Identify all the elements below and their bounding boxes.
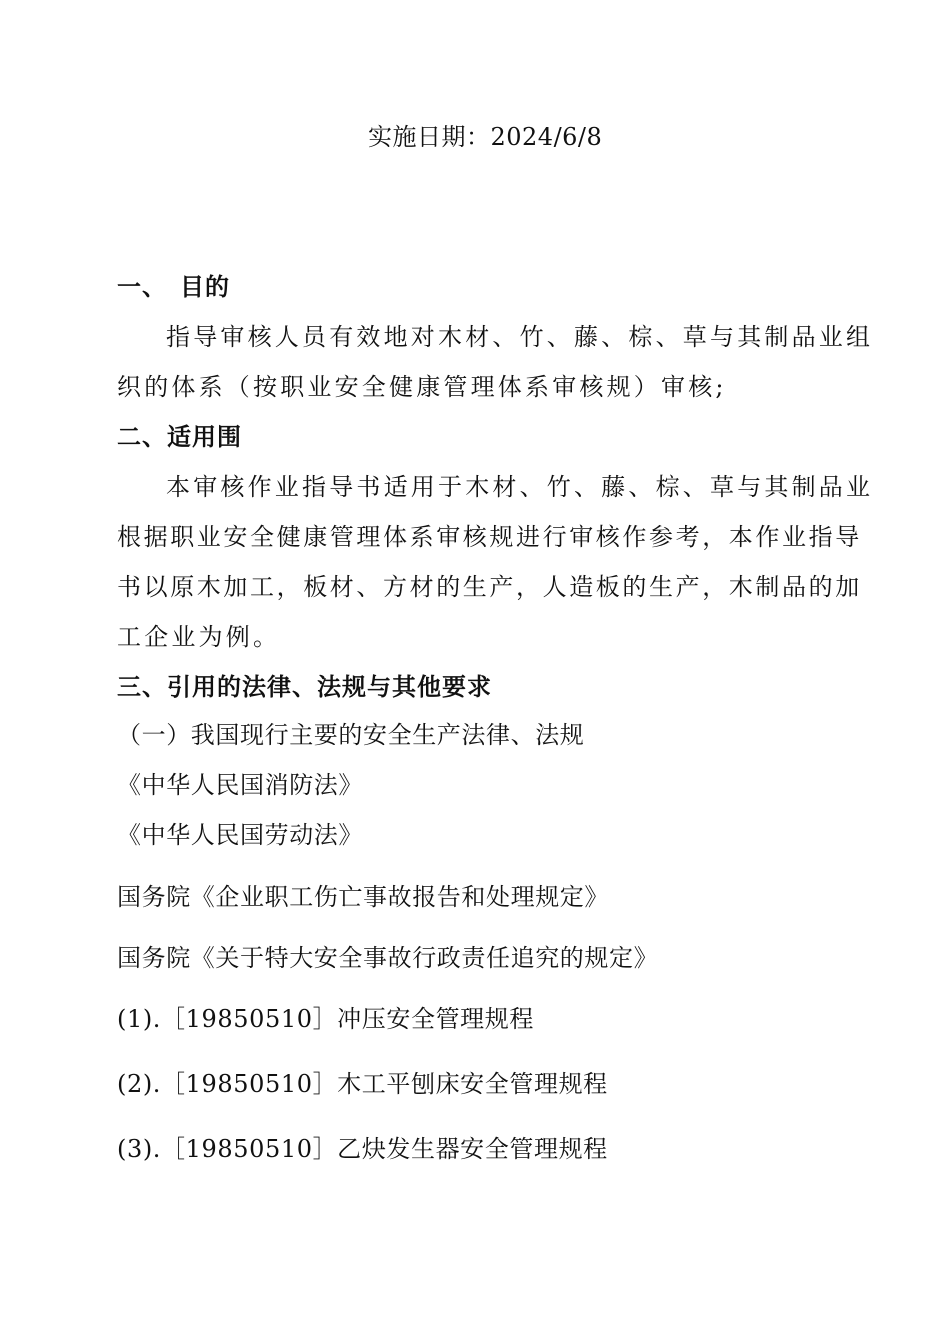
- section-2-paragraph-line-2: 根据职业安全健康管理体系审核规进行审核作参考，本作业指导: [117, 523, 862, 551]
- list-item-3: (3).［19850510］乙炔发生器安全管理规程: [117, 1135, 608, 1163]
- section-2-heading: 二、适用围: [117, 423, 242, 451]
- regulation-accident-report: 国务院《企业职工伤亡事故报告和处理规定》: [117, 883, 609, 911]
- effective-date: 实施日期：2024/6/8: [368, 123, 603, 151]
- section-2-paragraph-line-1: 本审核作业指导书适用于木材、竹、藤、棕、草与其制品业: [166, 473, 874, 501]
- list-item-2: (2).［19850510］木工平刨床安全管理规程: [117, 1070, 608, 1098]
- section-1-heading: 一、 目的: [117, 273, 230, 301]
- section-2-paragraph-line-3: 书以原木加工，板材、方材的生产，人造板的生产，木制品的加: [117, 573, 862, 601]
- section-1-paragraph-line-1: 指导审核人员有效地对木材、竹、藤、棕、草与其制品业组: [166, 323, 874, 351]
- law-fire-protection: 《中华人民国消防法》: [117, 771, 363, 799]
- section-3-subheading: （一）我国现行主要的安全生产法律、法规: [117, 721, 585, 749]
- list-item-1: (1).［19850510］冲压安全管理规程: [117, 1005, 534, 1033]
- section-1-paragraph-line-2: 织的体系（按职业安全健康管理体系审核规）审核;: [117, 373, 727, 401]
- section-3-heading: 三、引用的法律、法规与其他要求: [117, 673, 492, 701]
- law-labor: 《中华人民国劳动法》: [117, 821, 363, 849]
- regulation-accident-responsibility: 国务院《关于特大安全事故行政责任追究的规定》: [117, 944, 659, 972]
- section-2-paragraph-line-4: 工企业为例。: [117, 623, 281, 651]
